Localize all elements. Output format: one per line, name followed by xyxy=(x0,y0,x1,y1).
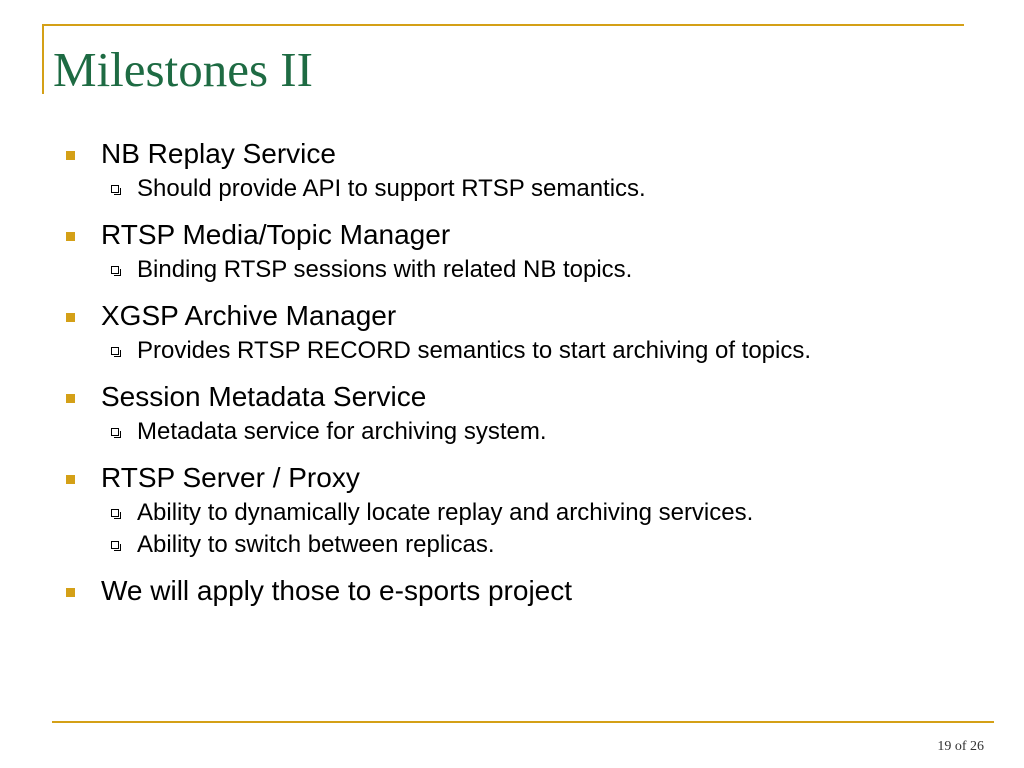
bullet-text: RTSP Media/Topic Manager xyxy=(101,219,451,250)
sub-bullet-text: Should provide API to support RTSP semantics. xyxy=(137,175,646,202)
bullet-item xyxy=(60,136,960,172)
slide-title: Milestones II xyxy=(53,42,313,97)
bullet-item xyxy=(60,460,960,496)
bullet-item xyxy=(60,573,960,609)
sub-bullet-text: Metadata service for archiving system. xyxy=(137,418,547,445)
sub-bullet-item xyxy=(60,254,960,285)
bullet-item xyxy=(60,379,960,415)
sub-bullet-text: Provides RTSP RECORD semantics to start archiving of topics. xyxy=(137,337,812,364)
hollow-square-bullet-icon xyxy=(111,428,119,436)
hollow-square-bullet-icon xyxy=(111,185,119,193)
frame-left-line xyxy=(42,24,44,94)
bullet-text: RTSP Server / Proxy xyxy=(101,462,360,493)
sub-bullet-item xyxy=(60,335,960,366)
square-bullet-icon xyxy=(66,313,75,322)
hollow-square-bullet-icon xyxy=(111,541,119,549)
sub-bullet-item xyxy=(60,416,960,447)
frame-top-line xyxy=(42,24,964,26)
square-bullet-icon xyxy=(66,394,75,403)
hollow-square-bullet-icon xyxy=(111,266,119,274)
square-bullet-icon xyxy=(66,232,75,241)
hollow-square-bullet-icon xyxy=(111,347,119,355)
bullet-text: Session Metadata Service xyxy=(101,381,427,412)
bullet-text: NB Replay Service xyxy=(101,138,336,169)
sub-bullet-text: Binding RTSP sessions with related NB topics. xyxy=(137,256,633,283)
bullet-item xyxy=(60,217,960,253)
square-bullet-icon xyxy=(66,588,75,597)
sub-bullet-text: Ability to switch between replicas. xyxy=(137,531,495,558)
frame-bottom-line xyxy=(52,721,994,723)
hollow-square-bullet-icon xyxy=(111,509,119,517)
bullet-item xyxy=(60,298,960,334)
bullet-list xyxy=(60,136,960,609)
bullet-text: We will apply those to e-sports project xyxy=(101,575,573,606)
sub-bullet-item xyxy=(60,173,960,204)
page-number: 19 of 26 xyxy=(937,739,984,754)
sub-bullet-item xyxy=(60,529,960,560)
sub-bullet-text: Ability to dynamically locate replay and archiving services. xyxy=(137,499,754,526)
bullet-text: XGSP Archive Manager xyxy=(101,300,397,331)
sub-bullet-item xyxy=(60,497,960,528)
square-bullet-icon xyxy=(66,475,75,484)
square-bullet-icon xyxy=(66,151,75,160)
